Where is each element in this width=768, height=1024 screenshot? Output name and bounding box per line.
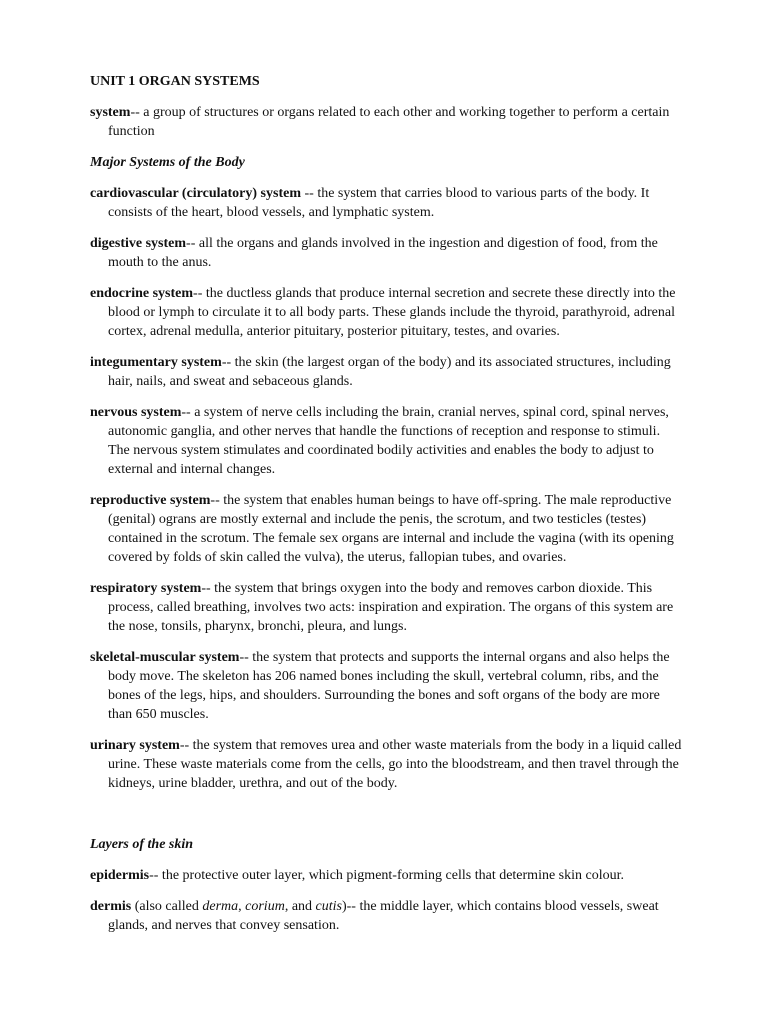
separator: , and	[284, 899, 316, 914]
definition-text: -- the system that removes urea and other waste materials from the body in a liquid called urine. These waste materials come from the cells, go into the bloodstream, and then travel through the kidneys, urine bladder, urethra, and out of the body.	[108, 738, 682, 791]
separator: ,	[238, 899, 246, 914]
definition-skeletal-muscular	[90, 648, 682, 724]
term-label: integumentary system	[90, 355, 222, 370]
section-heading-major-systems: Major Systems of the Body	[90, 155, 245, 170]
term-label: cardiovascular (circulatory) system	[90, 186, 301, 201]
term-label: dermis	[90, 899, 132, 914]
term-label: system	[90, 105, 131, 120]
definition-text: -- the system that carries blood to various parts of the body. It consists of the heart, blood vessels, and lymphatic system.	[108, 186, 650, 220]
alt-term-cutis: cutis	[315, 899, 342, 914]
definition-text: -- the ductless glands that produce internal secretion and secrete these directly into the blood or lymph to circulate it to all body parts. These glands include the thyroid, parathyroid, adrenal cortex, adrenal medulla, anterior pituitary, posterior pituitary, testes, and ovaries.	[108, 286, 676, 339]
alt-term-derma: derma	[202, 899, 239, 914]
definition-text: -- the skin (the largest organ of the body) and its associated structures, including hair, nails, and sweat and sebaceous glands.	[108, 355, 671, 389]
unit-title: UNIT 1 ORGAN SYSTEMS	[90, 74, 260, 89]
definition-digestive	[90, 234, 682, 272]
term-label: respiratory system	[90, 581, 202, 596]
definition-nervous	[90, 403, 682, 479]
definition-reproductive	[90, 491, 682, 567]
definition-epidermis	[90, 866, 682, 885]
alt-term-corium: corium	[245, 899, 285, 914]
definition-text: -- a group of structures or organs related to each other and working together to perform a certain function	[108, 105, 670, 139]
definition-cardiovascular	[90, 184, 682, 222]
definition-text: -- a system of nerve cells including the brain, cranial nerves, spinal cord, spinal nerves, autonomic ganglia, and other nerves that handle the functions of reception and response to stimuli. The nervous system stimulates and coordinated bodily activities and enables the body to adjust to external and internal changes.	[108, 405, 669, 477]
definition-text: -- the protective outer layer, which pigment-forming cells that determine skin colour.	[149, 868, 625, 883]
term-label: epidermis	[90, 868, 150, 883]
term-label: reproductive system	[90, 493, 211, 508]
definition-system	[90, 103, 682, 141]
definition-text: -- the system that brings oxygen into the body and removes carbon dioxide. This process, called breathing, involves two acts: inspiration and expiration. The organs of this system are the nose, tonsils, pharynx, bronchi, pleura, and lungs.	[108, 581, 674, 634]
section-heading-skin-layers: Layers of the skin	[90, 837, 194, 852]
definition-text-pre: (also called	[131, 899, 203, 914]
term-label: nervous system	[90, 405, 182, 420]
term-label: digestive system	[90, 236, 187, 251]
definition-text: -- all the organs and glands involved in the ingestion and digestion of food, from the mouth to the anus.	[108, 236, 658, 270]
definition-urinary	[90, 736, 682, 793]
document-body	[90, 72, 682, 947]
definition-endocrine	[90, 284, 682, 341]
definition-text: -- the system that protects and supports the internal organs and also helps the body move. The skeleton has 206 named bones including the skull, vertebral column, ribs, and the bones of the legs, hips, and shoulders. Surrounding the bones and soft organs of the body are more than 650 muscles.	[108, 650, 670, 722]
definition-text-post: )-- the middle layer, which contains blood vessels, sweat glands, and nerves that convey sensation.	[108, 899, 659, 933]
definition-respiratory	[90, 579, 682, 636]
definition-dermis	[90, 897, 682, 935]
section-spacer	[90, 805, 682, 835]
definition-integumentary	[90, 353, 682, 391]
term-label: skeletal-muscular system	[90, 650, 240, 665]
term-label: endocrine system	[90, 286, 194, 301]
term-label: urinary system	[90, 738, 180, 753]
definition-text: -- the system that enables human beings to have off-spring. The male reproductive (genital) ograns are mostly external and include the penis, the scrotum, and two testicles (testes) contained in the scrotum. The female sex organs are internal and include the vagina (with its opening covered by folds of skin called the vulva), the uterus, fallopian tubes, and ovaries.	[108, 493, 674, 565]
